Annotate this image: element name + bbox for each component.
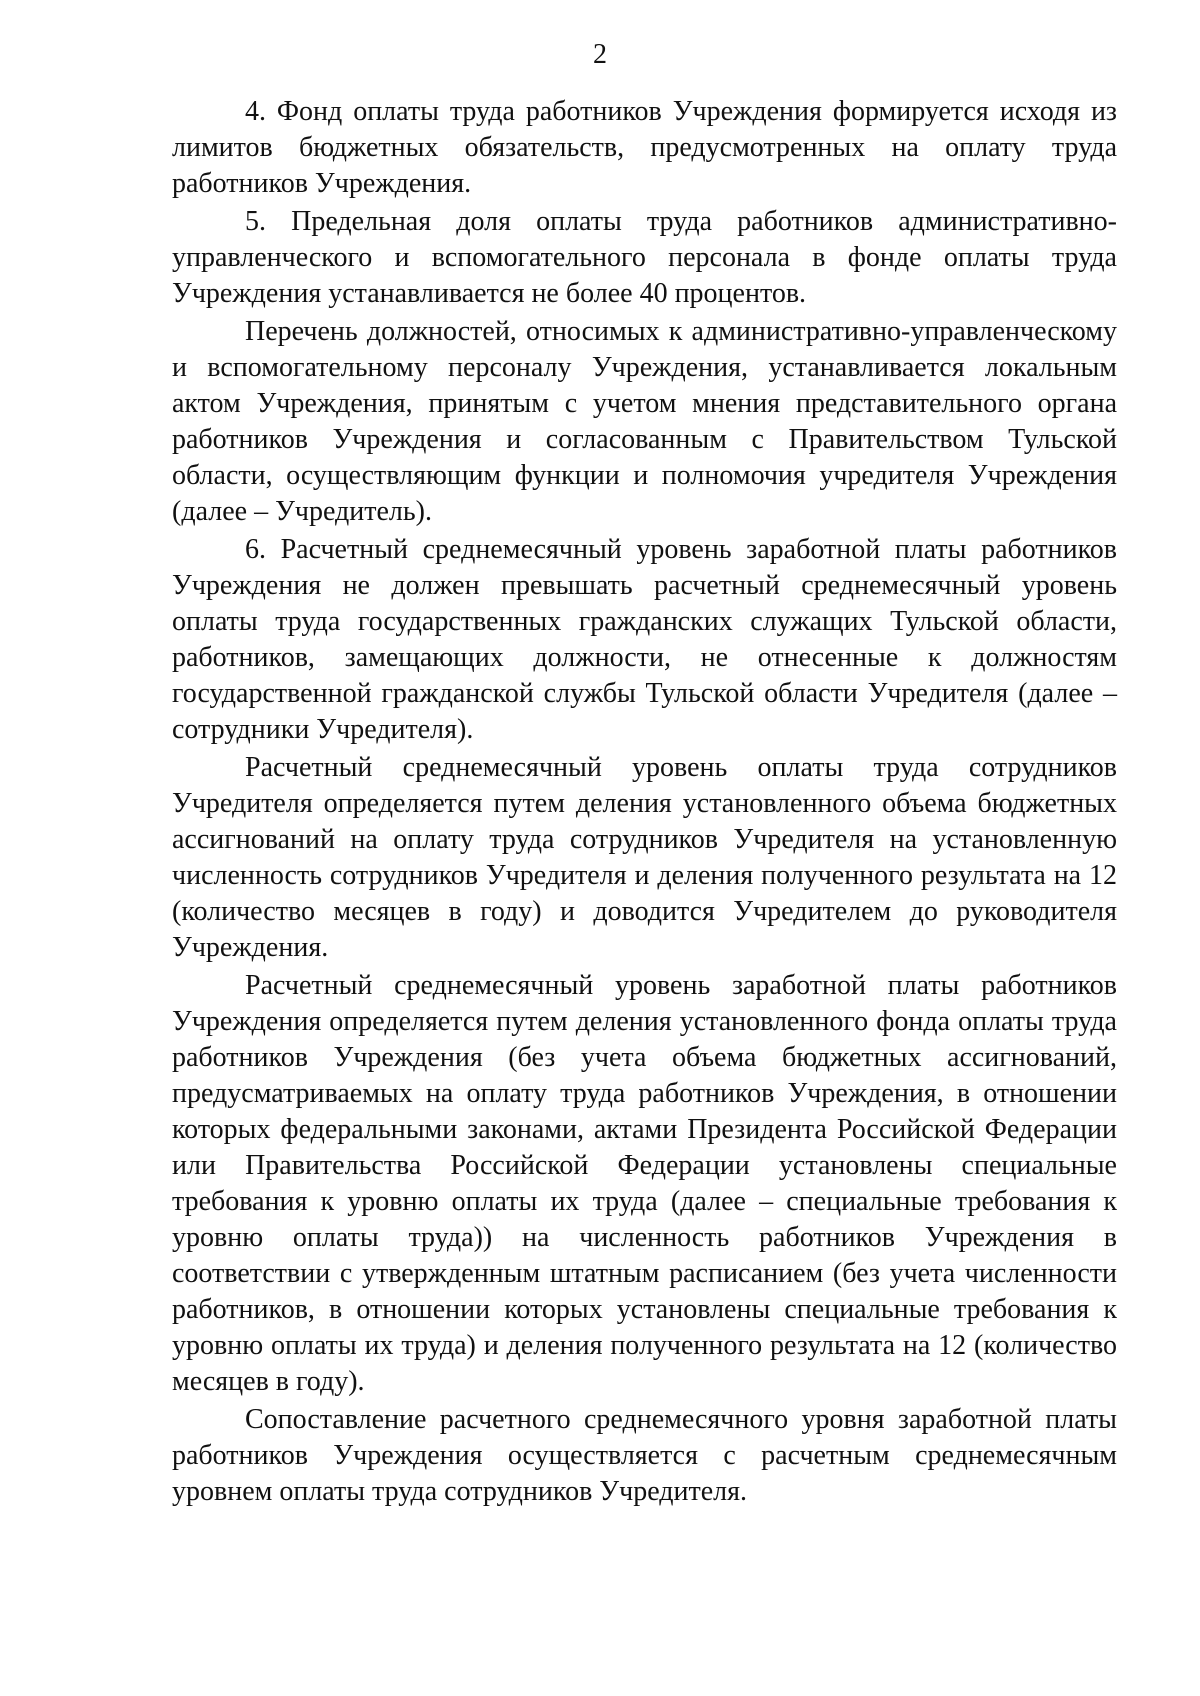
paragraph-founder-salary-calculation: Расчетный среднемесячный уровень оплаты труда сотрудников Учредителя определяется путем деления установленного объема бюджетных ассигнований на оплату труда сотрудников Учредителя на установленную численность сотрудников Учредителя и деления полученного результата на 12 (количество месяцев в году) и доводится Учредителем до руководителя Учреждения.: [172, 752, 1117, 963]
document-body: [172, 94, 1117, 1512]
page-number: 2: [593, 39, 607, 70]
paragraph-item-6: 6. Расчетный среднемесячный уровень заработной платы работников Учреждения не должен превышать расчетный среднемесячный уровень оплаты труда государственных гражданских служащих Тульской области, работников, замещающих должности, не отнесенные к должностям государственной гражданской службы Тульской области Учредителя (далее – сотрудники Учредителя).: [172, 534, 1117, 745]
paragraph-item-4: 4. Фонд оплаты труда работников Учреждения формируется исходя из лимитов бюджетных обязательств, предусмотренных на оплату труда работников Учреждения.: [172, 96, 1117, 199]
paragraph-item-5: 5. Предельная доля оплаты труда работников административно-управленческого и вспомогательного персонала в фонде оплаты труда Учреждения устанавливается не более 40 процентов.: [172, 206, 1117, 309]
paragraph-institution-salary-calculation: Расчетный среднемесячный уровень заработной платы работников Учреждения определяется путем деления установленного фонда оплаты труда работников Учреждения (без учета объема бюджетных ассигнований, предусматриваемых на оплату труда работников Учреждения, в отношении которых федеральными законами, актами Президента Российской Федерации или Правительства Российской Федерации установлены специальные требования к уровню оплаты их труда (далее – специальные требования к уровню оплаты труда)) на численность работников Учреждения в соответствии с утвержденным штатным расписанием (без учета численности работников, в отношении которых установлены специальные требования к уровню оплаты их труда) и деления полученного результата на 12 (количество месяцев в году).: [172, 970, 1117, 1397]
paragraph-comparison: Сопоставление расчетного среднемесячного уровня заработной платы работников Учреждения осуществляется с расчетным среднемесячным уровнем оплаты труда сотрудников Учредителя.: [172, 1404, 1117, 1507]
paragraph-position-list: Перечень должностей, относимых к административно-управленческому и вспомогательному персоналу Учреждения, устанавливается локальным актом Учреждения, принятым с учетом мнения представительного органа работников Учреждения и согласованным с Правительством Тульской области, осуществляющим функции и полномочия учредителя Учреждения (далее – Учредитель).: [172, 316, 1117, 527]
